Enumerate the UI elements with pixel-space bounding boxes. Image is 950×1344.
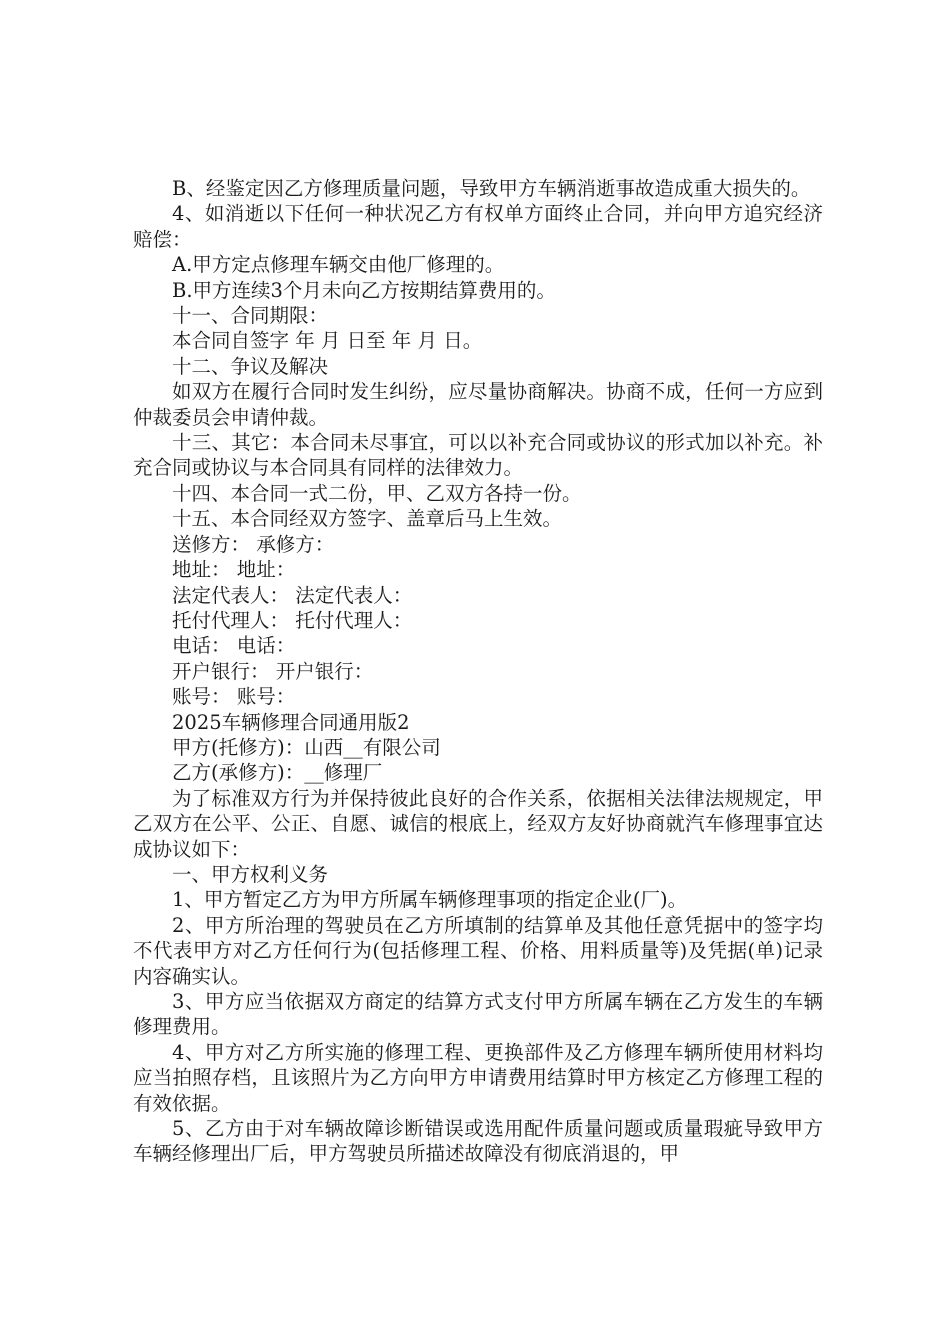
document-body [133, 176, 823, 1167]
paragraph-clause-b-payment: B.甲方连续3个月未向乙方按期结算费用的。 [172, 278, 556, 302]
paragraph-clause-4-termination: 4、如消逝以下任何一种状况乙方有权单方面终止合同，并向甲方追究经济赔偿： [133, 202, 823, 251]
paragraph-preamble: 为了标准双方行为并保持彼此良好的合作关系，依据相关法律法规规定，甲乙双方在公平、公正、自愿、诚信的根底上，经双方友好协商就汽车修理事宜达成协议如下： [133, 786, 823, 861]
paragraph-other: 十三、其它：本合同未尽事宜，可以以补充合同或协议的形式加以补充。补充合同或协议与本合同具有同样的法律效力。 [133, 431, 823, 480]
paragraph-clause-a: A.甲方定点修理车辆交由他厂修理的。 [172, 253, 505, 277]
paragraph-clause-b-damage: B、经鉴定因乙方修理质量问题，导致甲方车辆消逝事故造成重大损失的。 [172, 177, 811, 200]
paragraph-item-1: 1、甲方暂定乙方为甲方所属车辆修理事项的指定企业(厂)。 [172, 888, 688, 912]
paragraph-disputes: 如双方在履行合同时发生纠纷，应尽量协商解决。协商不成，任何一方应到仲裁委员会申请仲裁。 [133, 380, 823, 429]
signature-address: 地址： 地址： [172, 558, 296, 582]
signature-parties: 送修方： 承修方： [172, 532, 335, 556]
signature-agent: 托付代理人： 托付代理人： [172, 608, 413, 632]
paragraph-item-5: 5、乙方由于对车辆故障诊断错误或选用配件质量问题或质量瑕疵导致甲方车辆经修理出厂后，甲方驾驶员所描述故障没有彻底消退的，甲 [133, 1117, 823, 1166]
party-b: 乙方(承修方)：__修理厂 [172, 761, 383, 785]
signature-legal-rep: 法定代表人： 法定代表人： [172, 583, 413, 607]
paragraph-effective: 十五、本合同经双方签字、盖章后马上生效。 [172, 507, 563, 531]
heading-disputes: 十二、争议及解决 [172, 354, 329, 378]
signature-bank: 开户银行： 开户银行： [172, 659, 374, 683]
document-title: 2025车辆修理合同通用版2 [172, 710, 410, 734]
paragraph-contract-dates: 本合同自签字 年 月 日至 年 月 日。 [172, 329, 483, 353]
heading-party-a-rights: 一、甲方权利义务 [172, 862, 329, 886]
party-a: 甲方(托修方)：山西__有限公司 [172, 735, 441, 759]
paragraph-item-2: 2、甲方所治理的驾驶员在乙方所填制的结算单及其他任意凭据中的签字均不代表甲方对乙方任何行为(包括修理工程、价格、用料质量等)及凭据(单)记录内容确实认。 [133, 913, 823, 988]
heading-contract-term: 十一、合同期限： [172, 304, 329, 328]
signature-account: 账号： 账号： [172, 685, 296, 709]
paragraph-item-4: 4、甲方对乙方所实施的修理工程、更换部件及乙方修理车辆所使用材料均应当拍照存档，且该照片为乙方向甲方申请费用结算时甲方核定乙方修理工程的有效依据。 [133, 1040, 823, 1115]
paragraph-copies: 十四、本合同一式二份，甲、乙双方各持一份。 [172, 481, 582, 505]
paragraph-item-3: 3、甲方应当依据双方商定的结算方式支付甲方所属车辆在乙方发生的车辆修理费用。 [133, 990, 823, 1039]
signature-phone: 电话： 电话： [172, 634, 296, 658]
